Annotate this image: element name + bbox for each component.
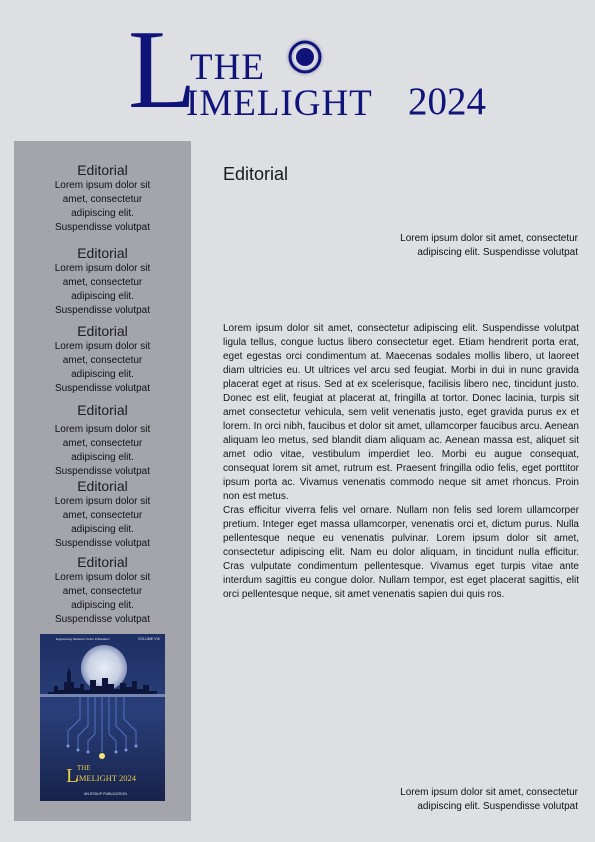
sidebar-item-title: Editorial bbox=[77, 478, 128, 494]
masthead-title: IMELIGHT bbox=[186, 83, 373, 124]
masthead bbox=[0, 0, 595, 130]
magazine-cover-image[interactable] bbox=[40, 634, 165, 801]
pull-quote-bottom: Lorem ipsum dolor sit amet, consectetur adipiscing elit. Suspendisse volutpat bbox=[400, 787, 578, 812]
sidebar-item[interactable] bbox=[14, 554, 191, 627]
cover-volume-text: VOLUME VIII bbox=[138, 637, 160, 641]
sidebar-item-text: Lorem ipsum dolor sit amet, consectetur adipiscing elit. Suspendisse volutpat bbox=[54, 180, 151, 233]
masthead-the: THE bbox=[190, 47, 265, 88]
sidebar-item[interactable] bbox=[14, 478, 191, 551]
sidebar-item[interactable] bbox=[14, 323, 191, 396]
article-paragraph: Cras efficitur viverra felis vel ornare. Nullam non felis sed lorem ullamcorper pretium. Integer eget massa ullamcorper, venenatis orci et, dictum purus. Nulla pellentesque neque eu venenatis pulvinar. Lorem ipsum dolor sit amet, consectetur adipiscing elit. Nam eu dolor aliquam, in tincidunt nulla efficitur. Cras vulputate condimentum pellentesque. Vivamus eget turpis vitae ante interdum sagittis eu congue dolor. Nullam tempor, est eget placerat sagittis, elit orci pellentesque neque, sit amet venenatis sapien dui quis ros. bbox=[223, 505, 579, 600]
sidebar-item-title: Editorial bbox=[77, 245, 128, 261]
sidebar-item-title: Editorial bbox=[77, 162, 128, 178]
sidebar-item-title: Editorial bbox=[77, 402, 128, 418]
pull-quote-top: Lorem ipsum dolor sit amet, consectetur adipiscing elit. Suspendisse volutpat bbox=[400, 233, 578, 258]
sidebar-item-text: Lorem ipsum dolor sit amet, consectetur adipiscing elit. Suspendisse volutpat bbox=[54, 263, 151, 316]
spotlight-icon bbox=[284, 36, 326, 78]
sidebar-item-title: Editorial bbox=[77, 554, 128, 570]
cover-title-initial: L bbox=[66, 765, 79, 787]
masthead-initial: L bbox=[128, 8, 197, 132]
cover-title-text: IMELIGHT 2024 bbox=[76, 773, 137, 783]
article-paragraph: Lorem ipsum dolor sit amet, consectetur adipiscing elit. Suspendisse volutpat ligula tellus, congue luctus libero consectetur eget. Etiam hendrerit porta erat, eget egestas orci condimentum at. Maecenas sodales mollis libero, ut laoreet diam ultricies eu. Ut ultrices vel arcu sed feugiat. Morbi in dui in nunc gravida placerat eget at risus. Sed at ex scelerisque, facilisis libero nec, tincidunt justo. Donec est elit, feugiat at placerat at, fringilla at tortor. Donec lacinia, turpis sit amet consectetur vehicula, sem velit venenatis justo, eget gravida purus ex et lorem. In orci nibh, faucibus et dolor sit amet, ullamcorper faucibus arcu. Aenean aliquam leo metus, sed blandit diam aliquam ac. Aenean massa est, aliquet sit amet odio vitae, vestibulum imperdiet leo. Morbi eu augue consequat, consequat lorem sit amet, rutrum est. Praesent fringilla odio felis, eget porttitor ipsum porta ac. Vivamus venenatis commodo neque sit amet rhoncus. Proin non est metus. bbox=[223, 323, 579, 502]
sidebar-item-text: Lorem ipsum dolor sit amet, consectetur adipiscing elit. Suspendisse volutpat bbox=[54, 572, 151, 625]
sidebar-item-title: Editorial bbox=[77, 323, 128, 339]
sidebar bbox=[14, 141, 191, 821]
article-body bbox=[223, 322, 579, 602]
cover-title-the: THE bbox=[77, 764, 91, 772]
sidebar-item[interactable] bbox=[14, 402, 191, 479]
page-title: Editorial bbox=[223, 164, 289, 184]
masthead-year: 2024 bbox=[408, 80, 486, 123]
sidebar-item-text: Lorem ipsum dolor sit amet, consectetur adipiscing elit. Suspendisse volutpat bbox=[54, 341, 151, 394]
sidebar-item[interactable] bbox=[14, 245, 191, 318]
sidebar-item-text: Lorem ipsum dolor sit amet, consectetur adipiscing elit. Suspendisse volutpat bbox=[54, 496, 151, 549]
sidebar-item-text: Lorem ipsum dolor sit amet, consectetur adipiscing elit. Suspendisse volutpat bbox=[54, 424, 151, 477]
sidebar-item[interactable] bbox=[14, 162, 191, 235]
cover-header-text: Engineering Students' Union Publication bbox=[56, 637, 110, 641]
cover-footer-text: AN ESSUP PUBLICATION bbox=[84, 792, 127, 796]
